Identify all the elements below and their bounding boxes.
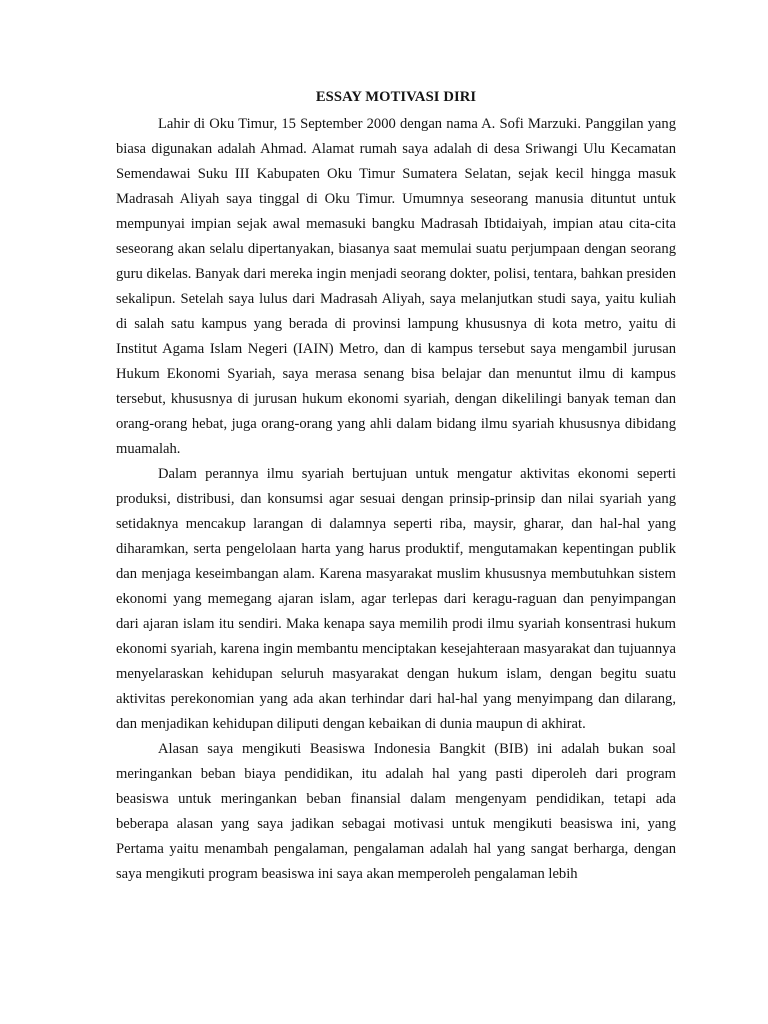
paragraph-1: Lahir di Oku Timur, 15 September 2000 dengan nama A. Sofi Marzuki. Panggilan yang biasa digunakan adalah Ahmad. Alamat rumah saya adalah di desa Sriwangi Ulu Kecamatan Semendawai Suku III Kabupaten Oku Timur Sumatera Selatan, sejak kecil hingga masuk Madrasah Aliyah saya tinggal di Oku Timur. Umumnya seseorang manusia dituntut untuk mempunyai impian sejak awal memasuki bangku Madrasah Ibtidaiyah, impian atau cita-cita seseorang akan selalu dipertanyakan, biasanya saat memulai suatu perjumpaan dengan seorang guru dikelas. Banyak dari mereka ingin menjadi seorang dokter, polisi, tentara, bahkan presiden sekalipun. Setelah saya lulus dari Madrasah Aliyah, saya melanjutkan studi saya, yaitu kuliah di salah satu kampus yang berada di provinsi lampung khususnya di kota metro, yaitu di Institut Agama Islam Negeri (IAIN) Metro, dan di kampus tersebut saya mengambil jurusan Hukum Ekonomi Syariah, saya merasa senang bisa belajar dan menuntut ilmu di kampus tersebut, khususnya di jurusan hukum ekonomi syariah, dengan dikelilingi banyak teman dan orang-orang hebat, juga orang-orang yang ahli dalam bidang ilmu syariah khususnya dibidang muamalah. xyxy=(116,116,676,457)
paragraph-3: Alasan saya mengikuti Beasiswa Indonesia Bangkit (BIB) ini adalah bukan soal meringankan beban biaya pendidikan, itu adalah hal yang pasti diperoleh dari program beasiswa untuk meringankan beban finansial dalam mengenyam pendidikan, tetapi ada beberapa alasan yang saya jadikan sebagai motivasi untuk mengikuti beasiswa ini, yang Pertama yaitu menambah pengalaman, pengalaman adalah hal yang sangat berharga, dengan saya mengikuti program beasiswa ini saya akan memperoleh pengalaman lebih xyxy=(116,741,676,882)
document-page xyxy=(116,84,676,887)
paragraph-2: Dalam perannya ilmu syariah bertujuan untuk mengatur aktivitas ekonomi seperti produksi, distribusi, dan konsumsi agar sesuai dengan prinsip-prinsip dan nilai syariah yang setidaknya mencakup larangan di dalamnya seperti riba, maysir, gharar, dan hal-hal yang diharamkan, serta pengelolaan harta yang harus produktif, mengutamakan kepentingan publik dan menjaga keseimbangan alam. Karena masyarakat muslim khususnya membutuhkan sistem ekonomi yang memegang ajaran islam, agar terlepas dari keragu-raguan dan penyimpangan dari ajaran islam itu sendiri. Maka kenapa saya memilih prodi ilmu syariah konsentrasi hukum ekonomi syariah, karena ingin membantu menciptakan kesejahteraan masyarakat dan tujuannya menyelaraskan kehidupan seluruh masyarakat dengan hukum islam, dengan begitu suatu aktivitas perekonomian yang ada akan terhindar dari hal-hal yang menyimpang dan dilarang, dan menjadikan kehidupan diliputi dengan kebaikan di dunia maupun di akhirat. xyxy=(116,466,676,732)
document-title: ESSAY MOTIVASI DIRI xyxy=(315,89,477,105)
